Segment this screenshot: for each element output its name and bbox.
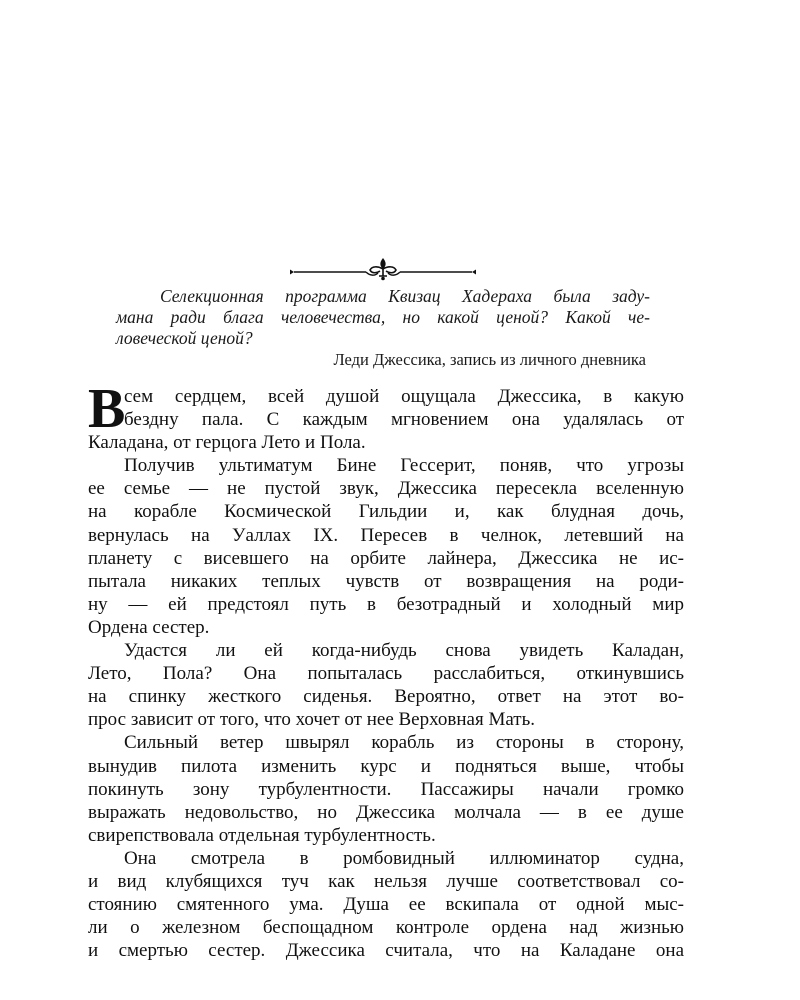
- text-line: ли о железном беспощадном контроле ордена над жизнью: [88, 917, 684, 939]
- text-line: прос зависит от того, что хочет от нее Верховная Мать.: [88, 709, 536, 731]
- text-line: ну — ей предстоял путь в безотрадный и холодный мир: [88, 593, 684, 615]
- text-line: покинуть зону турбулентности. Пассажиры начали громко: [88, 778, 684, 800]
- text-line: выражать недовольство, но Джессика молчала — в ее душе: [88, 801, 684, 823]
- text-line: вернулась на Уаллах IX. Пересев в челнок, летевший на: [88, 524, 684, 546]
- text-line: и смертью сестер. Джессика считала, что на Каладане она: [88, 940, 684, 962]
- text-line: ее семье — не пустой звук, Джессика пересекла вселенную: [88, 478, 684, 500]
- chapter-text: [88, 378, 684, 962]
- text-line: бездну пала. С каждым мгновением она удалялась от: [124, 409, 684, 431]
- ornament-divider-icon: [288, 254, 478, 282]
- text-line: Получив ультиматум Бине Гессерит, поняв, что угрозы: [124, 455, 684, 477]
- text-line: свирепствовала отдельная турбулентность.: [88, 824, 436, 846]
- drop-cap: В: [88, 378, 126, 440]
- text-line: на спинку жесткого сиденья. Вероятно, ответ на этот во-: [88, 686, 684, 708]
- text-line: вынудив пилота изменить курс и подняться выше, чтобы: [88, 755, 684, 777]
- epigraph-line: Селекционная программа Квизац Хадераха была заду-: [160, 286, 650, 306]
- text-line: Каладана, от герцога Лето и Пола.: [88, 432, 366, 454]
- epigraph: [116, 286, 650, 349]
- text-line: Она смотрела в ромбовидный иллюминатор судна,: [124, 847, 684, 869]
- text-line: стоянию смятенного ума. Душа ее вскипала от одной мыс-: [88, 894, 684, 916]
- epigraph-line: ловеческой ценой?: [116, 328, 253, 348]
- text-line: и вид клубящихся туч как нельзя лучше соответствовал со-: [88, 870, 684, 892]
- text-line: сем сердцем, всей душой ощущала Джессика, в какую: [124, 386, 684, 407]
- text-line: на корабле Космической Гильдии и, как блудная дочь,: [88, 501, 684, 523]
- text-line: планету с висевшего на орбите лайнера, Джессика не ис-: [88, 547, 684, 569]
- text-line: Удастся ли ей когда-нибудь снова увидеть Каладан,: [124, 640, 684, 662]
- text-line: Лето, Пола? Она попыталась расслабиться, откинувшись: [88, 663, 684, 685]
- epigraph-line: мана ради блага человечества, но какой ценой? Какой че-: [116, 307, 650, 327]
- text-line: Ордена сестер.: [88, 616, 210, 638]
- text-line: пытала никаких теплых чувств от возвращения на роди-: [88, 570, 684, 592]
- epigraph-attribution: Леди Джессика, запись из личного дневника: [333, 350, 646, 369]
- text-line: Сильный ветер швырял корабль из стороны в сторону,: [124, 732, 684, 754]
